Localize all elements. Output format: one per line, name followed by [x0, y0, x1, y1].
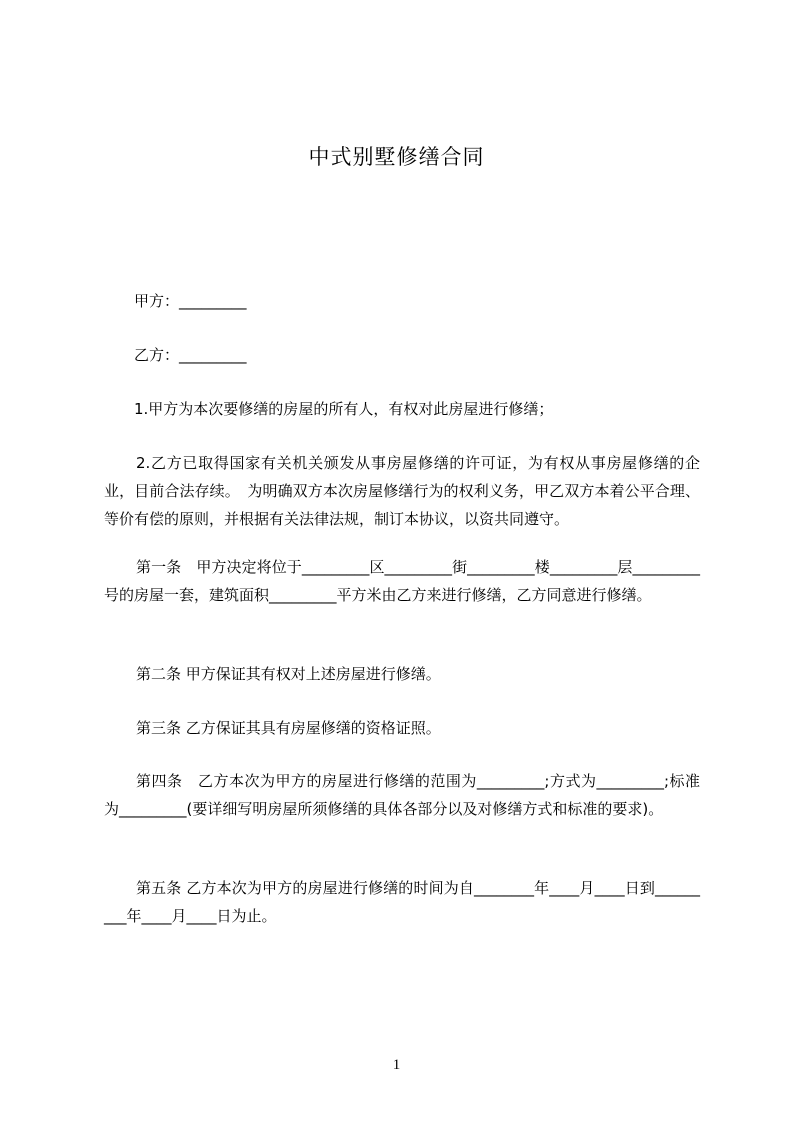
document-title: 中式别墅修缮合同 — [308, 145, 485, 169]
article-3: 第三条 乙方保证其具有房屋修缮的资格证照。 — [136, 719, 441, 737]
article-1: 第一条 甲方决定将位于_________区_________街_________楼_________层_________号的房屋一套，建筑面积_________平方米由乙方来进行修缮，乙方同意进行修缮。 — [104, 558, 700, 604]
article-4: 第四条 乙方本次为甲方的房屋进行修缮的范围为_________;方式为_________;标准为_________(要详细写明房屋所须修缮的具体各部分以及对修缮方式和标准的要求)。 — [104, 772, 700, 818]
party-b-line: 乙方：_________ — [134, 346, 247, 364]
intro-clause-2: 2.乙方已取得国家有关机关颁发从事房屋修缮的许可证，为有权从事房屋修缮的企业，目前合法存续。 为明确双方本次房屋修缮行为的权利义务，甲乙双方本着公平合理、等价有偿的原则，并根据有关法律法规，制订本协议，以资共同遵守。 — [104, 454, 700, 528]
article-2: 第二条 甲方保证其有权对上述房屋进行修缮。 — [136, 665, 441, 683]
article-5: 第五条 乙方本次为甲方的房屋进行修缮的时间为自________年____月____日到_________年____月____日为止。 — [104, 879, 700, 925]
page-number: 1 — [392, 1057, 401, 1073]
intro-clause-1: 1.甲方为本次要修缮的房屋的所有人，有权对此房屋进行修缮； — [134, 400, 554, 418]
party-a-line: 甲方：_________ — [134, 292, 247, 310]
